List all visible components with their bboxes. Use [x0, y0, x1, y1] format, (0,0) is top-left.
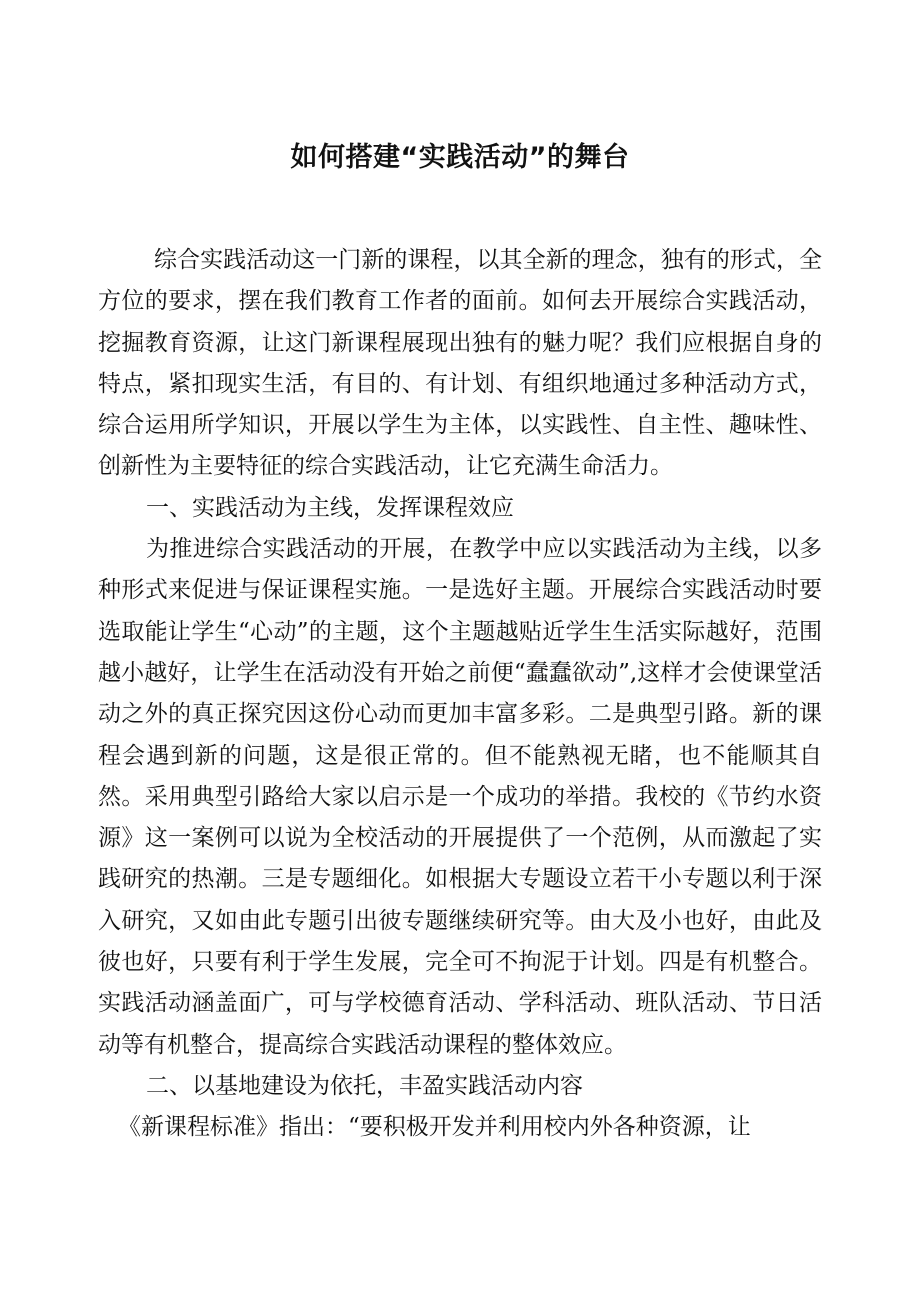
section-heading-1: 一、实践活动为主线，发挥课程效应	[146, 494, 514, 521]
intro-paragraph: 综合实践活动这一门新的课程，以其全新的理念，独有的形式，全方位的要求，摆在我们教育工作者的面前。如何去开展综合实践活动，挖掘教育资源，让这门新课程展现出独有的魅力呢？我们应根据自身的特点，紧扣现实生活，有目的、有计划、有组织地通过多种活动方式，综合运用所学知识，开展以学生为主体，以实践性、自主性、趣味性、创新性为主要特征的综合实践活动，让它充满生命活力。	[98, 247, 822, 480]
section-heading-2: 二、以基地建设为依托，丰盈实践活动内容	[146, 1072, 583, 1099]
document-title: 如何搭建“实践活动”的舞台	[290, 142, 630, 173]
section-2-paragraph: 《新课程标准》指出：“要积极开发并利用校内外各种资源，让	[118, 1114, 751, 1141]
document-body	[98, 240, 822, 1149]
section-1-paragraph: 为推进综合实践活动的开展，在教学中应以实践活动为主线，以多种形式来促进与保证课程实施。一是选好主题。开展综合实践活动时要选取能让学生“心动”的主题，这个主题越贴近学生生活实际越好，范围越小越好，让学生在活动没有开始之前便“蠢蠢欲动”,这样才会使课堂活动之外的真正探究因这份心动而更加丰富多彩。二是典型引路。新的课程会遇到新的问题，这是很正常的。但不能熟视无睹，也不能顺其自然。采用典型引路给大家以启示是一个成功的举措。我校的《节约水资源》这一案例可以说为全校活动的开展提供了一个范例，从而激起了实践研究的热潮。三是专题细化。如根据大专题设立若干小专题以利于深入研究，又如由此专题引出彼专题继续研究等。由大及小也好，由此及彼也好，只要有利于学生发展，完全可不拘泥于计划。四是有机整合。实践活动涵盖面广，可与学校德育活动、学科活动、班队活动、节日活动等有机整合，提高综合实践活动课程的整体效应。	[98, 536, 822, 1058]
